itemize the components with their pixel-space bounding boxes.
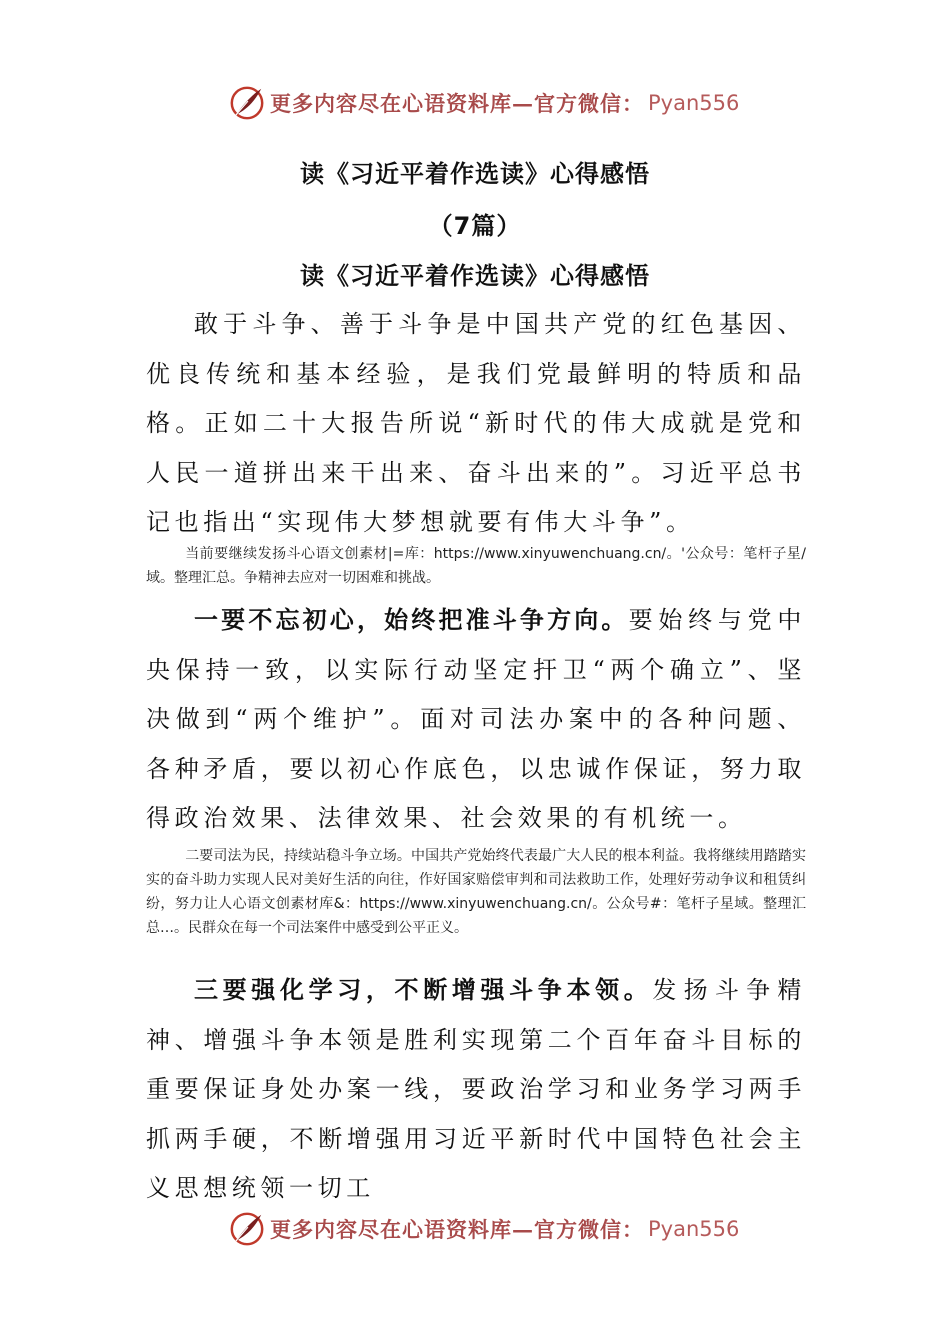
banner-text: 更多内容尽在心语资料库—官方微信： <box>270 1217 644 1242</box>
banner-text: 更多内容尽在心语资料库—官方微信： <box>270 91 644 116</box>
point-three-body: 发扬斗争精神、增强斗争本领是胜利实现第二个百年奋斗目标的重要保证身处办案一线，要政治学习和业务学习两手抓两手硬，不断增强用习近平新时代中国特色社会主义思想统领一切工 <box>146 976 807 1202</box>
point-three-heading: 三要强化学习，不断增强斗争本领。 <box>194 976 653 1004</box>
paragraph-intro: 敢于斗争、善于斗争是中国共产党的红色基因、优良传统和基本经验，是我们党最鲜明的特质和品格。正如二十大报告所说“新时代的伟大成就是党和人民一道拼出来干出来、奋斗出来的”。习近平总书记也指出“实现伟大梦想就要有伟大斗争”。 <box>146 310 806 536</box>
paragraph-point-three <box>146 966 806 1214</box>
point-one-body: 要始终与党中央保持一致，以实际行动坚定扞卫“两个确立”、坚决做到“两个维护”。面对司法办案中的各种问题、各种矛盾，要以初心作底色，以忠诚作保证，努力取得政治效果、法律效果、社会效果的有机统一。 <box>146 606 807 832</box>
banner-wechat-handle: Pyan556 <box>648 91 740 115</box>
footer-watermark-banner <box>228 1209 739 1249</box>
paragraph-point-two: 二要司法为民，持续站稳斗争立场。中国共产党始终代表最广大人民的根本利益。我将继续用踏踏实实的奋斗助力实现人民对美好生活的向往，作好国家赔偿审判和司法救助工作，处理好劳动争议和租赁纠纷，努力让人心语文创素材库&：https://www.xinyuwenchuang.cn/。公众号#：笔杆子星域。整理汇总…。民群众在每一个司法案件中感受到公平正义。 <box>146 848 806 936</box>
header-watermark-banner <box>228 83 739 123</box>
quill-logo-icon <box>228 84 266 122</box>
document-subtitle-count: （7篇） <box>428 212 522 240</box>
paragraph-point-one <box>146 596 806 844</box>
document-title: 读《习近平着作选读》心得感悟 <box>300 160 650 188</box>
quill-logo-icon <box>228 1210 266 1248</box>
point-one-heading: 一要不忘初心，始终把准斗争方向。 <box>194 606 629 634</box>
banner-wechat-handle: Pyan556 <box>648 1217 740 1241</box>
paragraph-small-note: 当前要继续发扬斗心语文创素材|=库：https://www.xinyuwenchuang.cn/。'公众号：笔杆子星/域。整理汇总。争精神去应对一切困难和挑战。 <box>146 546 806 586</box>
section-title: 读《习近平着作选读》心得感悟 <box>300 262 650 290</box>
